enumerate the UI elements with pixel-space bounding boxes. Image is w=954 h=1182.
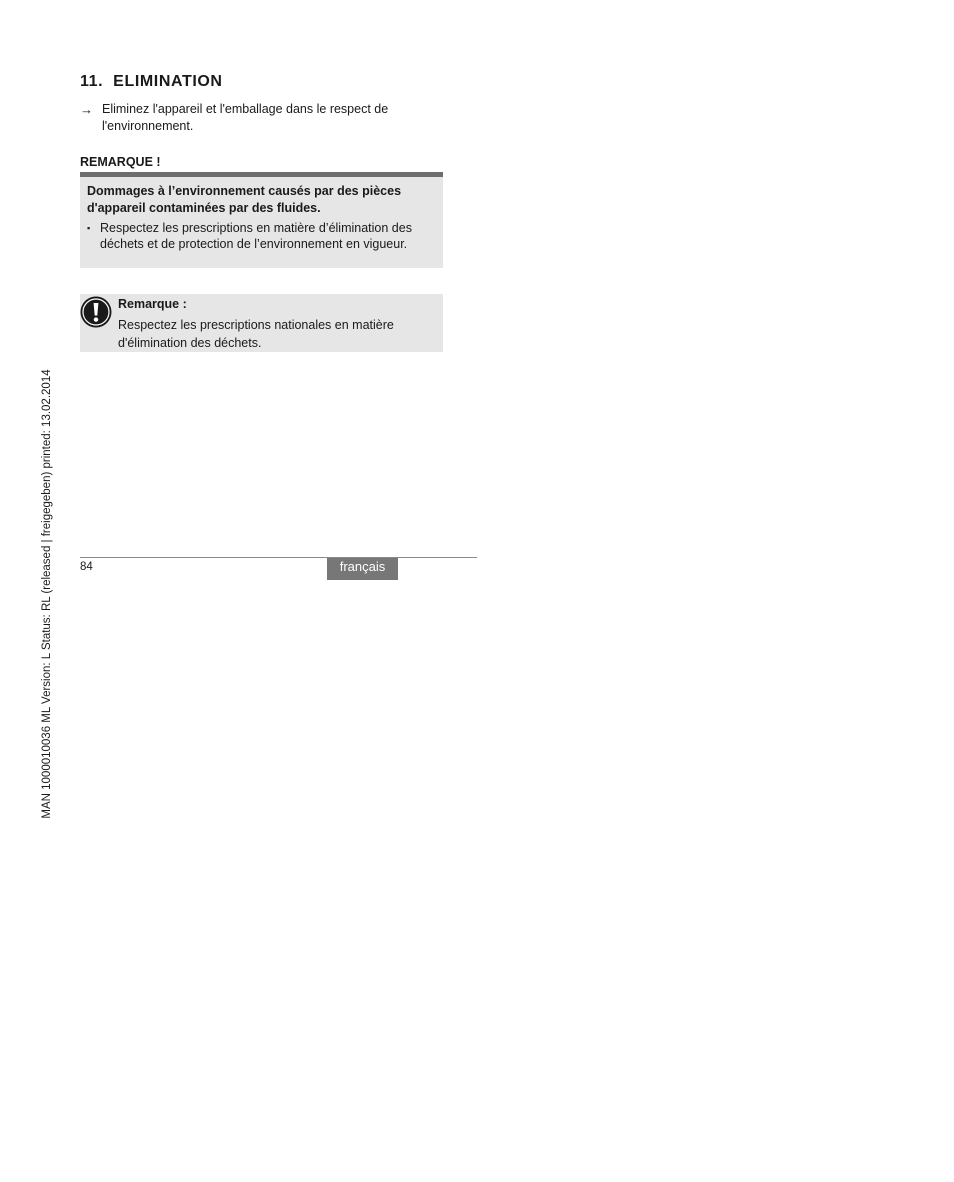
bullet-icon: ▪ bbox=[87, 223, 91, 233]
notice-item-text: Respectez les prescriptions en matière d’élimination des déchets et de protection de l’environnement en vigueur. bbox=[100, 221, 412, 251]
notice-title: Dommages à l’environnement causés par des pièces d'appareil contaminées par des fluides. bbox=[87, 184, 402, 215]
remark-title: Remarque : bbox=[118, 297, 187, 311]
page-number: 84 bbox=[80, 561, 93, 573]
arrow-icon: → bbox=[80, 102, 93, 117]
remark-box bbox=[80, 294, 443, 352]
section-number: 11. bbox=[80, 73, 104, 90]
section-title: ELIMINATION bbox=[113, 73, 223, 90]
remark-text: Respectez les prescriptions nationales en matière d'élimination des déchets. bbox=[118, 318, 394, 350]
instruction-step bbox=[80, 101, 440, 135]
section-heading bbox=[80, 73, 223, 91]
list-item bbox=[87, 220, 437, 252]
notice-box bbox=[80, 172, 443, 268]
language-tab: français bbox=[327, 558, 398, 580]
document-metadata: MAN 1000010036 ML Version: L Status: RL (released | freigegeben) printed: 13.02.2014 bbox=[41, 369, 53, 819]
notice-label: REMARQUE ! bbox=[80, 155, 161, 169]
instruction-text: Eliminez l'appareil et l'emballage dans le respect de l'environnement. bbox=[102, 102, 389, 133]
footer-divider bbox=[80, 557, 477, 558]
exclamation-icon bbox=[80, 296, 112, 328]
